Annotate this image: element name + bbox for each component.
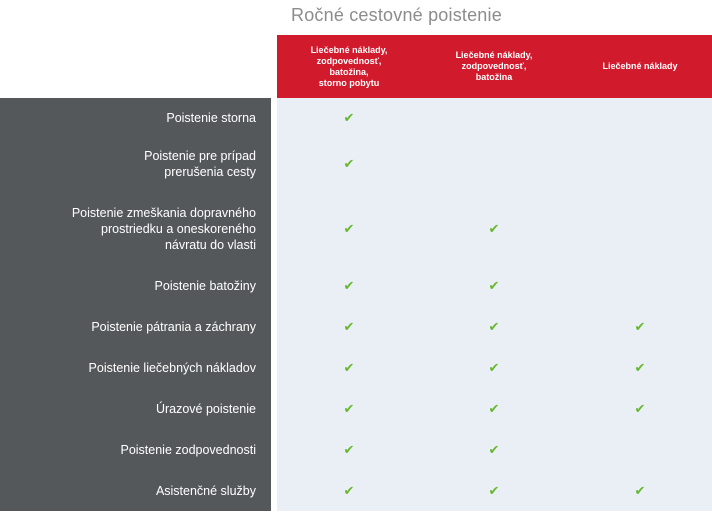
row-label: Asistenčné služby [155, 484, 256, 498]
checkmark-icon: ✔ [343, 360, 355, 376]
checkmark-icon: ✔ [488, 401, 500, 417]
column-header-plan-3: Liečebné náklady [602, 61, 678, 71]
row-label: Poistenie pátrania a záchrany [91, 320, 256, 334]
row-label: Poistenie pre prípad prerušenia cesty [144, 149, 256, 179]
checkmark-icon: ✔ [634, 483, 646, 499]
row-label: Poistenie batožiny [154, 279, 256, 293]
checkmark-icon: ✔ [488, 442, 500, 458]
checkmark-icon: ✔ [488, 483, 500, 499]
checkmark-icon: ✔ [488, 319, 500, 335]
checkmark-icon: ✔ [488, 278, 500, 294]
column-header-plan-2: Liečebné náklady, zodpovednosť, batožina [455, 50, 533, 82]
checkmark-icon: ✔ [343, 221, 355, 237]
checkmark-icon: ✔ [634, 360, 646, 376]
page-title: Ročné cestovné poistenie [291, 5, 502, 25]
checkmark-icon: ✔ [343, 401, 355, 417]
checkmark-icon: ✔ [343, 278, 355, 294]
checkmark-icon: ✔ [488, 360, 500, 376]
row-label: Poistenie zodpovednosti [120, 443, 256, 457]
row-label: Úrazové poistenie [155, 402, 256, 416]
checkmark-icon: ✔ [343, 319, 355, 335]
row-label: Poistenie liečebných nákladov [88, 361, 256, 375]
row-label: Poistenie storna [166, 111, 256, 125]
checkmark-icon: ✔ [634, 401, 646, 417]
row-label: Poistenie zmeškania dopravného prostriedku a oneskoreného návratu do vlasti [71, 206, 256, 252]
checkmark-icon: ✔ [343, 442, 355, 458]
checkmark-icon: ✔ [343, 156, 355, 172]
column-header-plan-1: Liečebné náklady, zodpovednosť, batožina, storno pobytu [310, 44, 388, 88]
checkmark-icon: ✔ [343, 483, 355, 499]
checkmark-icon: ✔ [634, 319, 646, 335]
checkmark-icon: ✔ [488, 221, 500, 237]
checkmark-icon: ✔ [343, 110, 355, 126]
